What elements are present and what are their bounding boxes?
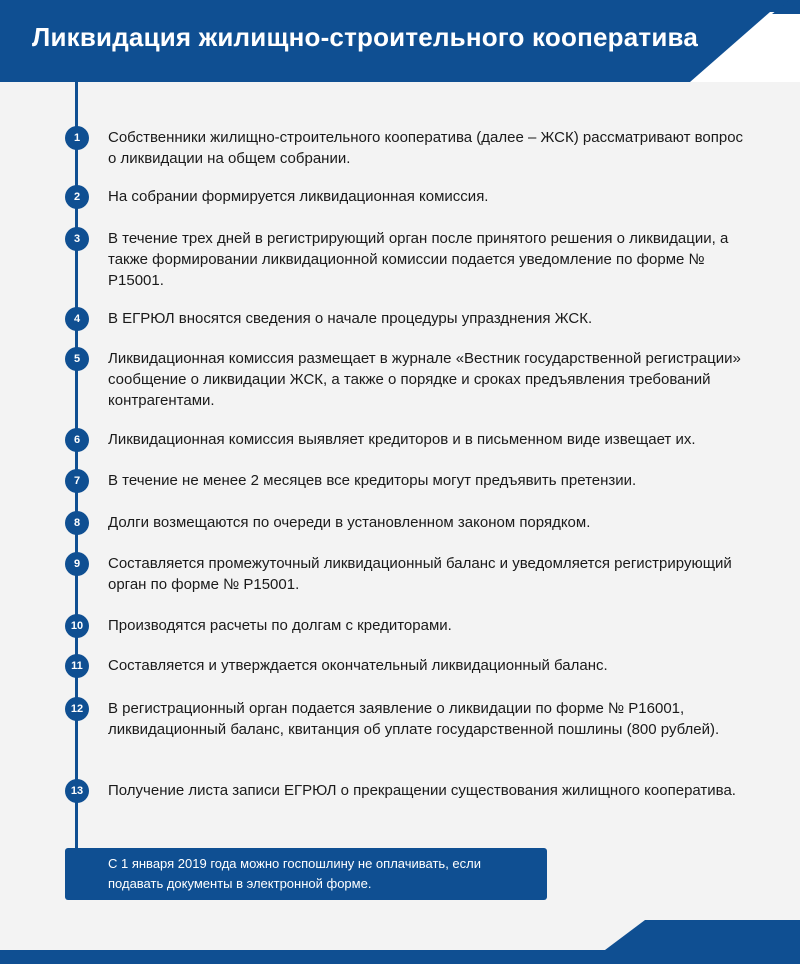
step-number-badge: 5: [65, 347, 89, 371]
step-number-badge: 11: [65, 654, 89, 678]
step-text: В течение не менее 2 месяцев все кредиторы могут предъявить претензии.: [108, 472, 637, 489]
step-text: Составляется и утверждается окончательный ликвидационный баланс.: [108, 657, 608, 674]
step-number-badge: 7: [65, 469, 89, 493]
footer-accent-stripe: [0, 920, 800, 964]
page-title: Ликвидация жилищно-строительного кооператива: [32, 22, 698, 52]
step-number-badge: 6: [65, 428, 89, 452]
step-number-badge: 13: [65, 779, 89, 803]
step-number-badge: 8: [65, 511, 89, 535]
step-number-badge: 4: [65, 307, 89, 331]
step-number-badge: 1: [65, 126, 89, 150]
step-text: На собрании формируется ликвидационная комиссия.: [108, 188, 489, 205]
step-number-badge: 10: [65, 614, 89, 638]
step-text: Производятся расчеты по долгам с кредиторами.: [108, 617, 452, 634]
step-text: Ликвидационная комиссия размещает в журнале «Вестник государственной регистрации» сообщение о ликвидации ЖСК, а также о порядке и сроках предъявления требований контрагентами.: [108, 350, 741, 409]
step-text: Ликвидационная комиссия выявляет кредиторов и в письменном виде извещает их.: [108, 431, 696, 448]
step-text: Составляется промежуточный ликвидационный баланс и уведомляется регистрирующий орган по форме № Р15001.: [108, 555, 732, 593]
step-text: В течение трех дней в регистрирующий орган после принятого решения о ликвидации, а также формировании ликвидационной комиссии подается уведомление по форме № Р15001.: [108, 230, 729, 289]
step-number-badge: 2: [65, 185, 89, 209]
step-text: В ЕГРЮЛ вносятся сведения о начале процедуры упразднения ЖСК.: [108, 310, 593, 327]
step-number-badge: 3: [65, 227, 89, 251]
step-text: Долги возмещаются по очереди в установленном законом порядком.: [108, 514, 591, 531]
step-number-badge: 12: [65, 697, 89, 721]
note-box: [65, 848, 547, 900]
step-text: Собственники жилищно-строительного кооператива (далее – ЖСК) рассматривают вопрос о ликвидации на общем собрании.: [108, 129, 744, 167]
step-text: В регистрационный орган подается заявление о ликвидации по форме № Р16001, ликвидационный баланс, квитанция об уплате государственной пошлины (800 рублей).: [108, 700, 720, 738]
note-text: С 1 января 2019 года можно госпошлину не оплачивать, если подавать документы в электронной форме.: [108, 856, 481, 891]
step-text: Получение листа записи ЕГРЮЛ о прекращении существования жилищного кооператива.: [108, 782, 736, 799]
step-number-badge: 9: [65, 552, 89, 576]
